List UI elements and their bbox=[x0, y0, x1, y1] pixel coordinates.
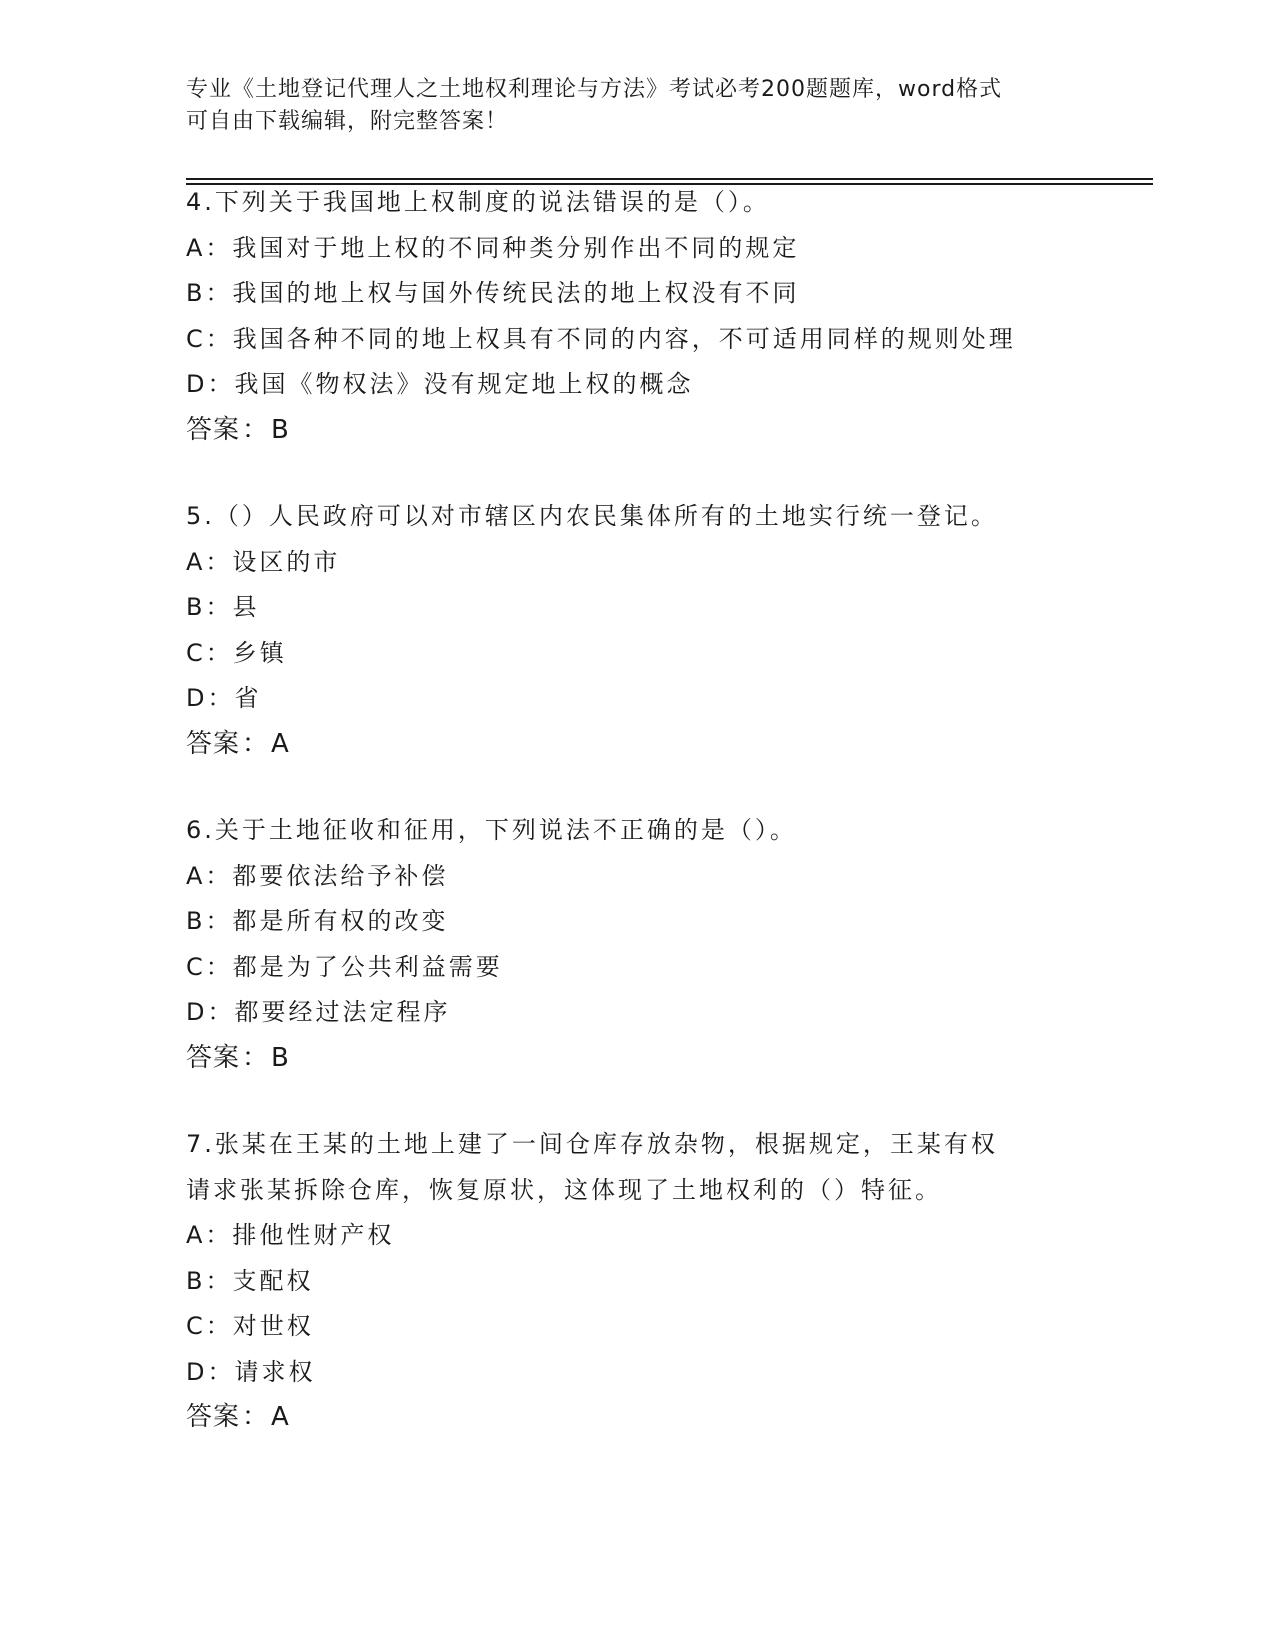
option-d: D：省 bbox=[186, 684, 262, 712]
option-d: D：我国《物权法》没有规定地上权的概念 bbox=[186, 370, 694, 398]
answer-label: 答案 bbox=[186, 414, 241, 445]
answer-separator: ： bbox=[242, 728, 270, 759]
answer-line bbox=[186, 1036, 1086, 1082]
question-stem: 4.下列关于我国地上权制度的说法错误的是（）。 bbox=[186, 188, 770, 216]
option-a: A：都要依法给予补偿 bbox=[186, 861, 449, 890]
option-b: B：都是所有权的改变 bbox=[186, 907, 449, 935]
question-4 bbox=[186, 180, 1086, 453]
answer-separator: ： bbox=[242, 1042, 270, 1073]
answer-label: 答案 bbox=[186, 1042, 241, 1073]
option-b: B：我国的地上权与国外传统民法的地上权没有不同 bbox=[186, 279, 800, 307]
question-stem-line-2: 请求张某拆除仓库，恢复原状，这体现了土地权利的（）特征。 bbox=[186, 1175, 942, 1204]
option-b: B：县 bbox=[186, 593, 260, 621]
header-line-2: 可自由下载编辑，附完整答案！ bbox=[186, 109, 509, 134]
question-stem-line-1: 7.张某在王某的土地上建了一间仓库存放杂物，根据规定，王某有权 bbox=[186, 1130, 998, 1158]
option-c: C：都是为了公共利益需要 bbox=[186, 952, 503, 981]
answer-line bbox=[186, 722, 1086, 768]
answer-value: B bbox=[271, 414, 290, 445]
answer-label: 答案 bbox=[186, 728, 241, 759]
question-7 bbox=[186, 1122, 1086, 1441]
question-5 bbox=[186, 494, 1086, 767]
answer-label: 答案 bbox=[186, 1402, 241, 1432]
option-c: C：乡镇 bbox=[186, 638, 287, 667]
option-b: B：支配权 bbox=[186, 1266, 314, 1295]
document-header bbox=[186, 74, 1086, 138]
answer-separator: ： bbox=[242, 1402, 270, 1432]
answer-line bbox=[186, 1395, 1086, 1441]
option-a: A：我国对于地上权的不同种类分别作出不同的规定 bbox=[186, 233, 800, 262]
option-c: C：对世权 bbox=[186, 1312, 314, 1340]
option-c: C：我国各种不同的地上权具有不同的内容，不可适用同样的规则处理 bbox=[186, 324, 1016, 353]
option-d: D：都要经过法定程序 bbox=[186, 998, 451, 1026]
answer-value: A bbox=[271, 1402, 290, 1432]
option-a: A：设区的市 bbox=[186, 547, 341, 576]
option-d: D：请求权 bbox=[186, 1357, 316, 1386]
answer-value: B bbox=[271, 1042, 290, 1073]
question-stem: 5.（）人民政府可以对市辖区内农民集体所有的土地实行统一登记。 bbox=[186, 502, 998, 530]
answer-value: A bbox=[271, 728, 290, 759]
header-line-1: 专业《土地登记代理人之土地权利理论与方法》考试必考200题题库，word格式 bbox=[186, 77, 1003, 102]
answer-line bbox=[186, 408, 1086, 454]
question-6 bbox=[186, 808, 1086, 1081]
question-stem: 6.关于土地征收和征用，下列说法不正确的是（）。 bbox=[186, 816, 797, 844]
option-a: A：排他性财产权 bbox=[186, 1221, 395, 1249]
answer-separator: ： bbox=[242, 414, 270, 445]
